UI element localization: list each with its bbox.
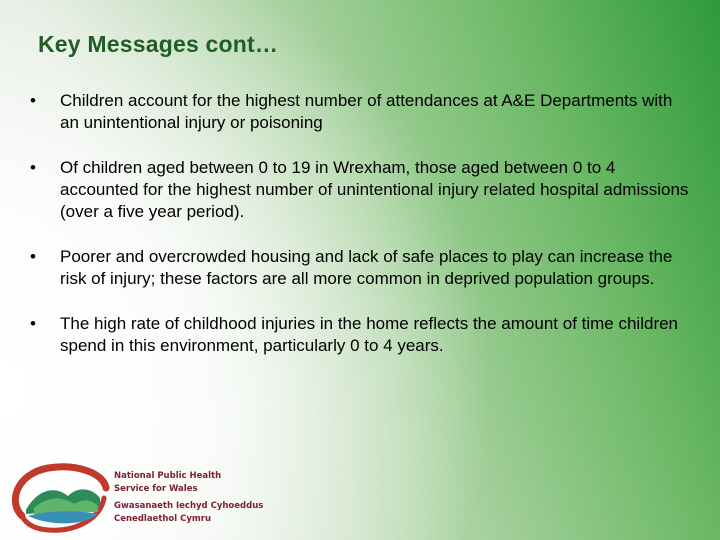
bullet-icon: • bbox=[30, 91, 36, 110]
bullet-item bbox=[30, 246, 690, 290]
slide-title: Key Messages cont… bbox=[38, 31, 279, 57]
bullet-icon: • bbox=[30, 247, 36, 266]
bullet-text: Poorer and overcrowded housing and lack of safe places to play can increase the risk of injury; these factors are all more common in deprived population groups. bbox=[60, 247, 673, 288]
nphs-emblem-icon bbox=[4, 458, 114, 538]
bullet-item bbox=[30, 90, 690, 134]
bullet-icon: • bbox=[30, 314, 36, 333]
bullet-item bbox=[30, 313, 690, 357]
bullet-icon: • bbox=[30, 158, 36, 177]
bullet-text: Of children aged between 0 to 19 in Wrexham, those aged between 0 to 4 accounted for the highest number of unintentional injury related hospital admissions (over a five year period). bbox=[60, 158, 689, 221]
bullet-text: Children account for the highest number of attendances at A&E Departments with an unintentional injury or poisoning bbox=[60, 91, 673, 132]
logo-line: Gwasanaeth Iechyd Cyhoeddus bbox=[114, 501, 264, 511]
nphs-logo bbox=[4, 458, 314, 538]
logo-line: Service for Wales bbox=[114, 483, 198, 494]
logo-line: Cenedlaethol Cymru bbox=[114, 513, 212, 524]
bullet-item bbox=[30, 157, 690, 223]
bullet-list bbox=[30, 90, 690, 380]
logo-text bbox=[114, 470, 314, 525]
bullet-text: The high rate of childhood injuries in the home reflects the amount of time children spend in this environment, particularly 0 to 4 years. bbox=[60, 314, 679, 355]
logo-line: National Public Health bbox=[114, 471, 222, 481]
